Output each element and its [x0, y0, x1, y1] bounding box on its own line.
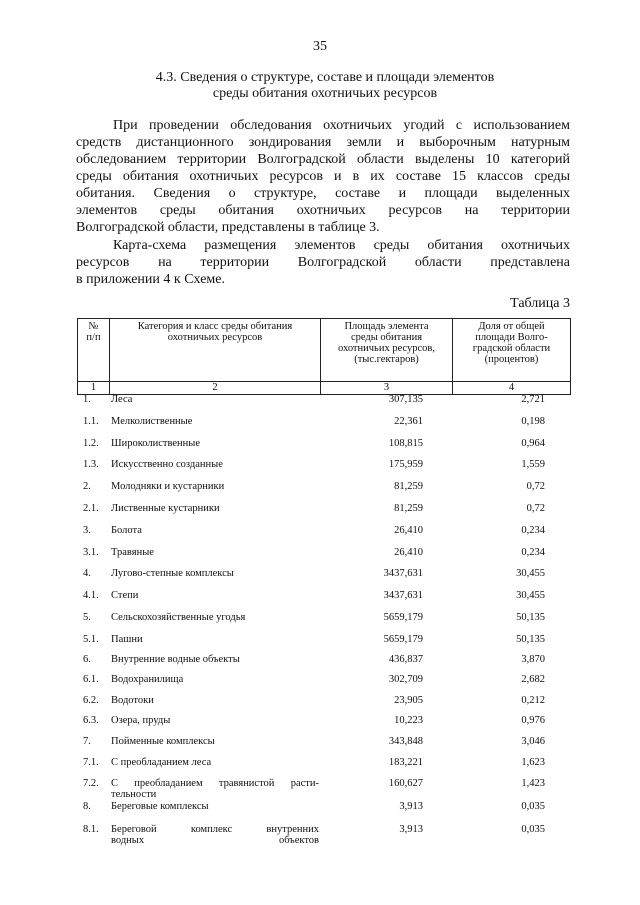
row-category [111, 481, 319, 492]
row-category-text: Сельскохозяйственные угодья [111, 612, 246, 623]
row-share: 0,234 [521, 525, 545, 536]
row-area: 22,361 [394, 416, 423, 427]
header-text: (тыс.гектаров) [354, 354, 419, 365]
column-number: 1 [90, 382, 97, 393]
row-number: 4.1. [83, 590, 99, 601]
header-category [110, 319, 320, 381]
row-area: 3437,631 [383, 590, 423, 601]
row-category-text: С преобладанием травянистой расти- [111, 778, 319, 789]
row-area: 183,221 [388, 757, 423, 768]
header-area [321, 319, 452, 381]
row-number: 5. [83, 612, 91, 623]
paragraph-line: в приложении 4 к Схеме. [76, 272, 225, 287]
row-category [111, 459, 319, 470]
row-number: 3.1. [83, 547, 99, 558]
row-category [111, 757, 319, 768]
column-number: 3 [383, 382, 390, 393]
habitat-table [77, 318, 571, 846]
row-share: 0,035 [521, 824, 545, 835]
paragraph-map-reference [76, 237, 570, 288]
row-number: 1. [83, 394, 91, 405]
row-category [111, 438, 319, 449]
table-caption: Таблица 3 [510, 296, 570, 311]
row-category [111, 590, 319, 601]
section-title [60, 70, 590, 102]
row-area: 302,709 [388, 674, 423, 685]
row-area: 3437,631 [383, 568, 423, 579]
header-text: охотничьих ресурсов [167, 332, 263, 343]
row-category-text: Искусственно созданные [111, 459, 223, 470]
row-category [111, 416, 319, 427]
row-number: 6.2. [83, 695, 99, 706]
row-share: 0,234 [521, 547, 545, 558]
column-number: 2 [212, 382, 218, 393]
paragraph-line: обследованием территории Волгоградской области выделены 10 категорий [76, 152, 570, 167]
row-category [111, 695, 319, 706]
header-text: среды обитания [350, 332, 423, 343]
row-number: 1.1. [83, 416, 99, 427]
row-category-text: С преобладанием леса [111, 757, 212, 768]
header-num [78, 319, 109, 381]
row-area: 26,410 [394, 547, 423, 558]
row-area: 3,913 [399, 801, 423, 812]
row-category-text: Озера, пруды [111, 715, 171, 726]
row-area: 307,135 [388, 394, 423, 405]
row-category [111, 674, 319, 685]
row-category [111, 547, 319, 558]
row-category-text: Водотоки [111, 695, 154, 706]
row-category-text: Водохранилища [111, 674, 184, 685]
row-number: 3. [83, 525, 91, 536]
paragraph-intro [76, 117, 570, 236]
row-number: 6.1. [83, 674, 99, 685]
row-share: 30,455 [516, 590, 545, 601]
row-category [111, 824, 319, 846]
row-number: 7.1. [83, 757, 99, 768]
row-category-text: Береговые комплексы [111, 801, 209, 812]
column-number: 4 [508, 382, 515, 393]
section-title-line: 4.3. Сведения о структуре, составе и площади элементов [155, 70, 495, 85]
paragraph-line: средств дистанционного зондирования земли и выборочным натурным [76, 135, 570, 150]
row-area: 160,627 [388, 778, 423, 789]
header-share [453, 319, 570, 381]
row-share: 1,423 [521, 778, 545, 789]
row-share: 0,72 [526, 481, 545, 492]
header-text: Категория и класс среды обитания [137, 321, 293, 332]
row-number: 1.3. [83, 459, 99, 470]
row-category-text: Пойменные комплексы [111, 736, 215, 747]
row-number: 2. [83, 481, 91, 492]
row-area: 23,905 [394, 695, 423, 706]
row-category-text: Мелколиственные [111, 416, 193, 427]
row-category-text: Леса [111, 394, 133, 405]
header-text: градской области [472, 343, 551, 354]
row-area: 81,259 [394, 481, 423, 492]
row-area: 26,410 [394, 525, 423, 536]
row-category-text: Пашни [111, 634, 143, 645]
row-share: 50,135 [516, 634, 545, 645]
header-text: Площадь элемента [344, 321, 429, 332]
row-category-text: Лугово-степные комплексы [111, 568, 234, 579]
row-number: 5.1. [83, 634, 99, 645]
paragraph-line: среды обитания охотничьих ресурсов и в их составе 15 классов среды [76, 169, 570, 184]
row-category [111, 736, 319, 747]
row-share: 0,72 [526, 503, 545, 514]
row-number: 4. [83, 568, 91, 579]
section-title-line: среды обитания охотничьих ресурсов [212, 86, 438, 101]
row-category-text: Молодняки и кустарники [111, 481, 225, 492]
row-category-text: Травяные [111, 547, 154, 558]
row-category-text: Широколиственные [111, 438, 201, 449]
row-category [111, 525, 319, 536]
row-category-text: Береговой комплекс внутренних [111, 824, 319, 835]
row-number: 6. [83, 654, 91, 665]
paragraph-line: обитания. Сведения о структуре, составе и площади выделенных [76, 186, 570, 201]
row-category [111, 715, 319, 726]
row-number: 7.2. [83, 778, 99, 789]
row-area: 3,913 [399, 824, 423, 835]
paragraph-line: Карта-схема размещения элементов среды обитания охотничьих [113, 238, 570, 253]
row-category-text: тельности [111, 789, 157, 800]
row-number: 2.1. [83, 503, 99, 514]
row-share: 0,035 [521, 801, 545, 812]
header-text: охотничьих ресурсов, [337, 343, 436, 354]
row-share: 50,135 [516, 612, 545, 623]
header-text: п/п [86, 332, 101, 343]
row-area: 108,815 [388, 438, 423, 449]
table-header [77, 318, 571, 382]
row-share: 2,721 [521, 394, 545, 405]
row-number: 7. [83, 736, 91, 747]
row-share: 0,964 [521, 438, 545, 449]
row-category [111, 778, 319, 800]
row-share: 1,559 [521, 459, 545, 470]
row-category [111, 634, 319, 645]
row-category [111, 568, 319, 579]
header-text: (процентов) [484, 354, 539, 365]
row-category-text: Болота [111, 525, 142, 536]
row-number: 8. [83, 801, 91, 812]
page-number: 35 [313, 39, 327, 54]
row-share: 30,455 [516, 568, 545, 579]
row-area: 5659,179 [383, 612, 423, 623]
row-category [111, 394, 319, 405]
row-area: 175,959 [388, 459, 423, 470]
row-share: 1,623 [521, 757, 545, 768]
header-text: площади Волго- [475, 332, 548, 343]
row-area: 343,848 [388, 736, 423, 747]
row-category [111, 503, 319, 514]
row-area: 436,837 [388, 654, 423, 665]
row-area: 5659,179 [383, 634, 423, 645]
row-category [111, 612, 319, 623]
row-share: 3,870 [521, 654, 545, 665]
row-number: 8.1. [83, 824, 99, 835]
row-share: 0,976 [521, 715, 545, 726]
row-share: 0,212 [521, 695, 545, 706]
row-number: 6.3. [83, 715, 99, 726]
row-category-text: Внутренние водные объекты [111, 654, 240, 665]
row-category-text: Степи [111, 590, 139, 601]
row-share: 2,682 [521, 674, 545, 685]
header-text: Доля от общей [478, 321, 545, 332]
row-category [111, 654, 319, 665]
row-number: 1.2. [83, 438, 99, 449]
row-share: 0,198 [521, 416, 545, 427]
row-category-text: Лиственные кустарники [111, 503, 220, 514]
paragraph-line: ресурсов на территории Волгоградской области представлена [76, 255, 570, 270]
paragraph-line: При проведении обследования охотничьих угодий с использованием [113, 118, 570, 133]
paragraph-line: элементов среды обитания охотничьих ресурсов на территории [76, 203, 570, 218]
row-category-text: водных объектов [111, 835, 319, 846]
row-area: 81,259 [394, 503, 423, 514]
header-text: № [88, 321, 99, 332]
paragraph-line: Волгоградской области, представлены в таблице 3. [76, 220, 380, 235]
row-area: 10,223 [394, 715, 423, 726]
row-share: 3,046 [521, 736, 545, 747]
row-category [111, 801, 319, 812]
